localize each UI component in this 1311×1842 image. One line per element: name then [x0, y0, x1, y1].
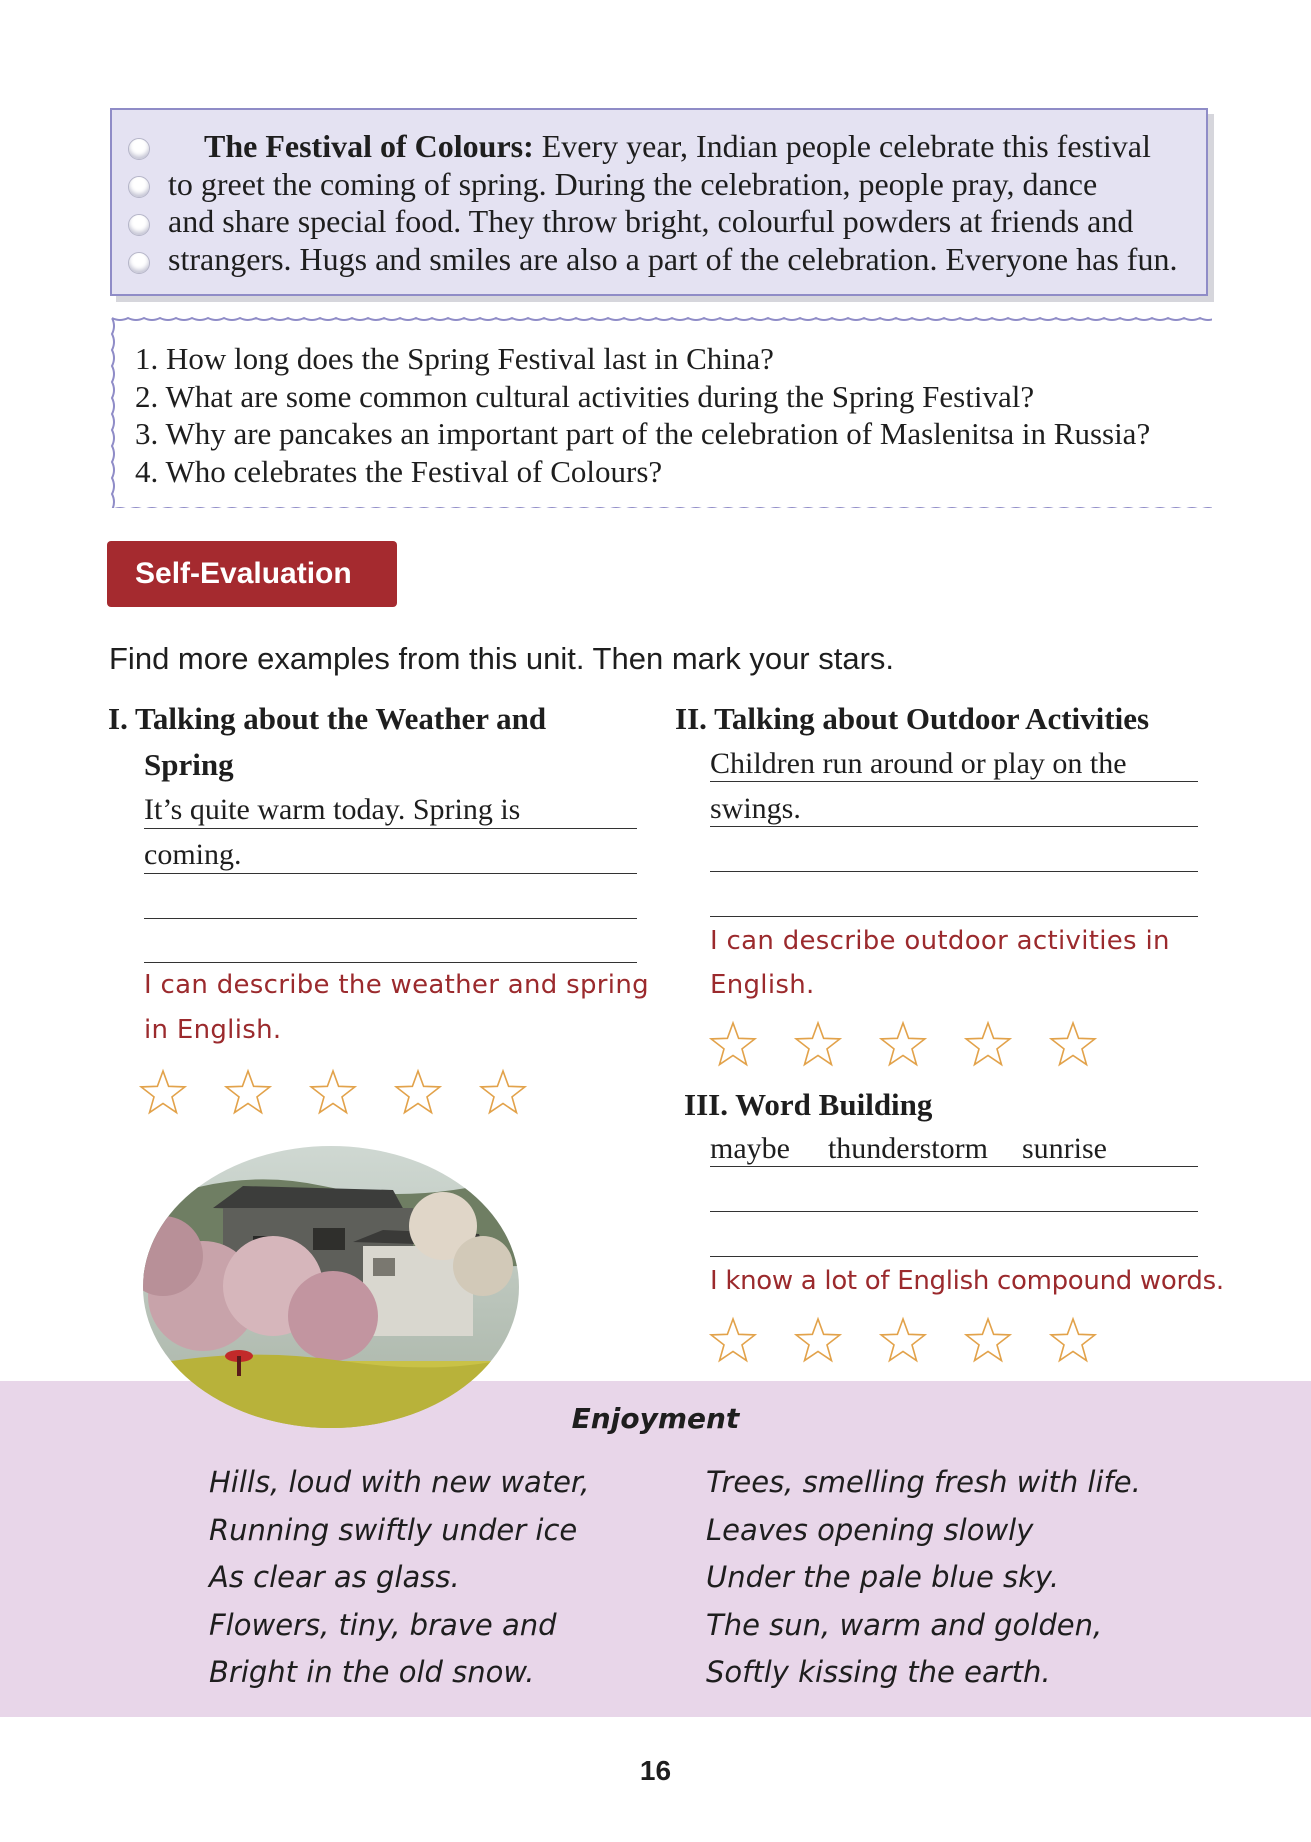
question-item: 2. What are some common cultural activities during the Spring Festival? [135, 378, 1035, 414]
star-icon[interactable] [708, 1020, 758, 1070]
poem-line: The sun, warm and golden, [706, 1607, 1103, 1642]
poem-line: Hills, loud with new water, [209, 1465, 590, 1499]
answer-line [710, 826, 1198, 827]
spring-village-photo [143, 1146, 519, 1428]
answer-line [710, 916, 1198, 917]
section1-can-do: I can describe the weather and spring [144, 970, 649, 1000]
self-evaluation-heading: Self-Evaluation [107, 541, 397, 607]
poem-line: Bright in the old snow. [209, 1655, 535, 1689]
question-item: 1. How long does the Spring Festival last in China? [135, 341, 774, 376]
poem-line: Under the pale blue sky. [706, 1560, 1060, 1594]
star-icon[interactable] [963, 1020, 1013, 1070]
section2-can-do: I can describe outdoor activities in [710, 926, 1170, 956]
star-icon[interactable] [878, 1316, 928, 1366]
poem-line: Trees, smelling fresh with life. [706, 1465, 1141, 1499]
questions-list [135, 340, 1150, 490]
festival-line: Every year, Indian people celebrate this festival [541, 128, 1151, 164]
section3-title: III. Word Building [684, 1087, 933, 1122]
village-image [143, 1146, 519, 1428]
festival-title: The Festival of Colours: [204, 128, 534, 164]
star-icon[interactable] [223, 1068, 273, 1118]
binder-ring-icon [128, 138, 150, 160]
poem-line: Flowers, tiny, brave and [209, 1607, 557, 1642]
star-icon[interactable] [308, 1068, 358, 1118]
star-icon[interactable] [793, 1020, 843, 1070]
answer-line [144, 873, 637, 874]
poem-right-column [706, 1459, 1141, 1697]
section1-title: I. Talking about the Weather and [108, 701, 547, 736]
star-icon[interactable] [793, 1316, 843, 1366]
section3-can-do: I know a lot of English compound words. [710, 1266, 1224, 1296]
star-icon[interactable] [478, 1068, 528, 1118]
poem-line: Leaves opening slowly [706, 1512, 1034, 1547]
section1-title-cont: Spring [144, 747, 234, 782]
star-icon[interactable] [138, 1068, 188, 1118]
star-icon[interactable] [1048, 1316, 1098, 1366]
festival-paragraph [168, 128, 1208, 278]
enjoyment-title: Enjoyment [571, 1402, 740, 1435]
compound-word: thunderstorm [827, 1132, 988, 1165]
answer-line [710, 1256, 1198, 1257]
section3-words [710, 1129, 1107, 1169]
answer-line [710, 781, 1198, 782]
star-icon[interactable] [708, 1316, 758, 1366]
section2-title: II. Talking about Outdoor Activities [675, 701, 1150, 736]
star-icon[interactable] [393, 1068, 443, 1118]
binder-ring-icon [128, 214, 150, 236]
section1-can-do: in English. [144, 1015, 282, 1045]
section1-example: It’s quite warm today. Spring is [144, 793, 521, 826]
answer-line [710, 1166, 1198, 1167]
poem-left-column [209, 1459, 589, 1697]
section1-example: coming. [144, 838, 242, 871]
binder-ring-icon [128, 176, 150, 198]
poem-line: As clear as glass. [209, 1560, 460, 1594]
answer-line [710, 871, 1198, 872]
section1-star-rating[interactable] [138, 1068, 558, 1120]
poem-line: Running swiftly under ice [209, 1512, 578, 1547]
festival-line: strangers. Hugs and smiles are also a part of the celebration. Everyone has fun. [168, 240, 1178, 277]
festival-line: to greet the coming of spring. During the celebration, people pray, dance [168, 165, 1098, 202]
answer-line [144, 828, 637, 829]
section2-example: Children run around or play on the [710, 747, 1127, 780]
compound-word: maybe [710, 1132, 790, 1165]
compound-word: sunrise [1021, 1132, 1107, 1165]
section3-star-rating[interactable] [708, 1316, 1128, 1368]
star-icon[interactable] [963, 1316, 1013, 1366]
section2-can-do: English. [710, 970, 815, 1000]
festival-line: and share special food. They throw bright, colourful powders at friends and [168, 203, 1134, 239]
section2-star-rating[interactable] [708, 1020, 1128, 1072]
question-item: 3. Why are pancakes an important part of the celebration of Maslenitsa in Russia? [135, 416, 1151, 451]
answer-line [710, 1211, 1198, 1212]
poem-line: Softly kissing the earth. [706, 1655, 1051, 1689]
answer-line [144, 918, 637, 919]
star-icon[interactable] [878, 1020, 928, 1070]
section2-example: swings. [710, 792, 801, 825]
star-icon[interactable] [1048, 1020, 1098, 1070]
instruction-text: Find more examples from this unit. Then mark your stars. [109, 641, 895, 676]
question-item: 4. Who celebrates the Festival of Colours? [135, 453, 663, 489]
binder-ring-icon [128, 252, 150, 274]
page-number: 16 [639, 1755, 672, 1786]
